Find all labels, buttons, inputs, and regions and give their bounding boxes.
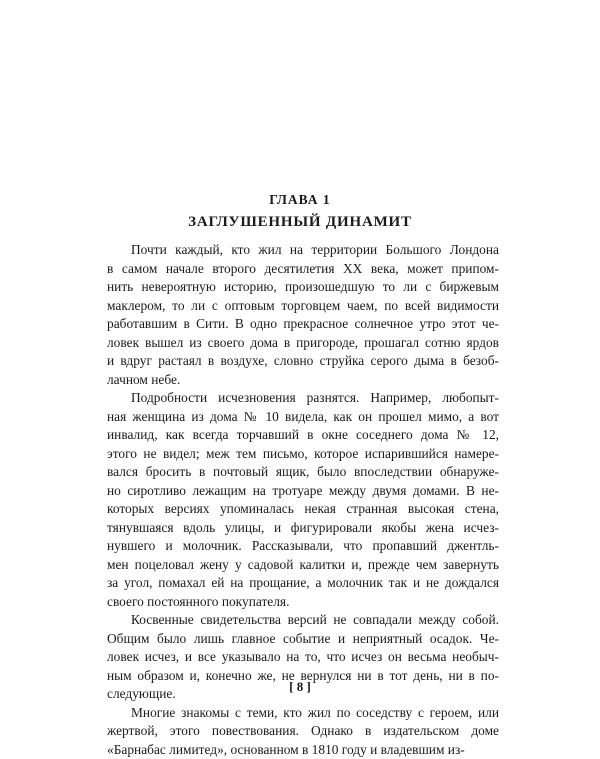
text-line: лачном небе. [107,371,499,390]
text-line: ловек исчез, и все указывало на то, что исчез он весьма необыч- [107,648,499,667]
text-line: маклером, то ли с оптовым торговцем чаем, по всей видимости [107,297,499,316]
text-line: мен поцеловал жену у садовой калитки и, прежде чем завернуть [107,556,499,575]
text-line: жертвой, этого повествования. Однако в издательском доме [107,722,499,741]
chapter-title: ЗАГЛУШЕННЫЙ ДИНАМИТ [0,214,600,231]
text-line: своего постоянного покупателя. [107,593,499,612]
text-line: за угол, помахал ей на прощание, а молочник так и не дождался [107,574,499,593]
text-line: нить невероятную историю, произошедшую то ли с биржевым [107,278,499,297]
paragraph [107,241,499,389]
text-line: Почти каждый, кто жил на территории Большого Лондона [107,241,499,260]
text-line: и вдруг растаял в воздухе, словно струйка серого дыма в безоб- [107,352,499,371]
text-line: ным образом и, конечно же, не вернулся ни в тот день, ни в по- [107,667,499,686]
text-line: тянувшаяся вдоль улицы, и фигурировали якобы жена исчез- [107,519,499,538]
text-line: Подробности исчезновения разнятся. Например, любопыт- [107,389,499,408]
text-line: нувшего и молочник. Рассказывали, что пропавший джентль- [107,537,499,556]
text-line: вался бросить в почтовый ящик, было впоследствии обнаруже- [107,463,499,482]
text-line: ная женщина из дома № 10 видела, как он прошел мимо, а вот [107,408,499,427]
paragraph [107,704,499,759]
text-line: инвалид, как всегда торчавший в окне соседнего дома № 12, [107,426,499,445]
text-line: в самом начале второго десятилетия XX века, может припом- [107,260,499,279]
text-line: которых версиях упоминалась некая странная высокая стена, [107,500,499,519]
text-line: но сиротливо лежащим на тротуаре между двумя домами. В не- [107,482,499,501]
text-line: этого не видел; меж тем письмо, которое испарившийся намере- [107,445,499,464]
text-line: следующие. [107,685,499,704]
page-number: [ 8 ] [0,679,600,695]
text-line: Многие знакомы с теми, кто жил по соседству с героем, или [107,704,499,723]
text-line: Общим было лишь главное событие и неприятный осадок. Че- [107,630,499,649]
text-line: работавшим в Сити. В одно прекрасное солнечное утро этот че- [107,315,499,334]
text-line: «Барнабас лимитед», основанном в 1810 году и владевшим из- [107,741,499,759]
paragraph [107,389,499,611]
text-line: Косвенные свидетельства версий не совпадали между собой. [107,611,499,630]
chapter-number: ГЛАВА 1 [0,192,600,208]
text-line: ловек вышел из своего дома в пригороде, прошагал сотню ярдов [107,334,499,353]
